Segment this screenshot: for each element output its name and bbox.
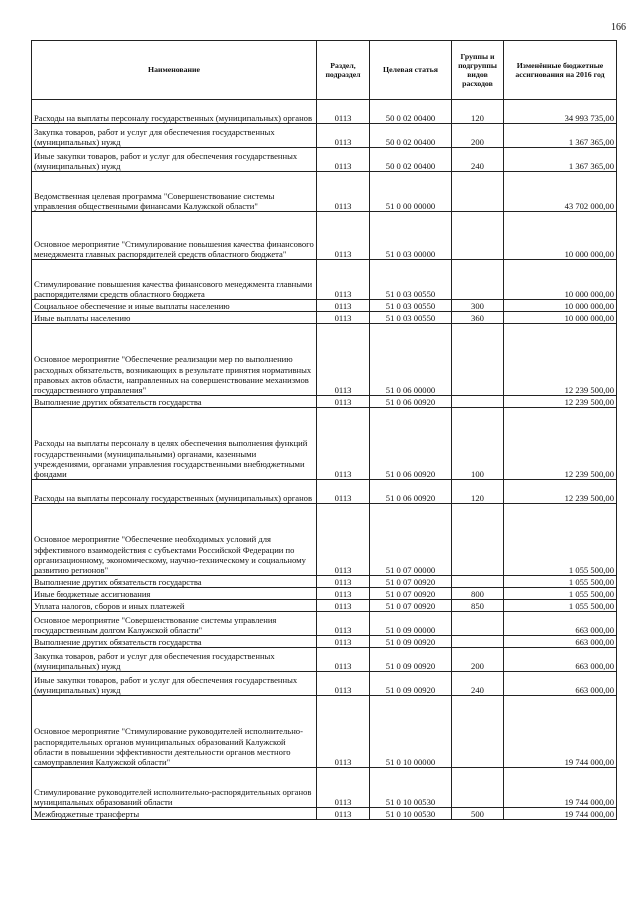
row-section: 0113 — [317, 576, 370, 588]
table-row — [32, 576, 617, 588]
row-section: 0113 — [317, 480, 370, 504]
row-name: Основное мероприятие "Стимулирование повышения качества финансового менеджмента главных распорядителей средств областного бюджета" — [32, 212, 317, 260]
row-section: 0113 — [317, 324, 370, 396]
table-row — [32, 396, 617, 408]
row-section: 0113 — [317, 636, 370, 648]
row-amount: 10 000 000,00 — [504, 312, 617, 324]
row-group — [452, 504, 504, 576]
table-body — [32, 100, 617, 820]
table-row — [32, 768, 617, 808]
table-row — [32, 808, 617, 820]
table-row — [32, 312, 617, 324]
page-number: 166 — [611, 22, 626, 33]
table-row — [32, 504, 617, 576]
table-row — [32, 648, 617, 672]
row-group — [452, 396, 504, 408]
row-group: 360 — [452, 312, 504, 324]
row-group: 120 — [452, 480, 504, 504]
row-target: 51 0 07 00920 — [370, 600, 452, 612]
table-row — [32, 672, 617, 696]
row-group — [452, 212, 504, 260]
header-section: Раздел, подраздел — [317, 41, 370, 100]
header-amount: Изменённые бюджетные ассигнования на 2016 год — [504, 41, 617, 100]
row-target: 51 0 06 00920 — [370, 480, 452, 504]
table-row — [32, 600, 617, 612]
row-name: Выполнение других обязательств государства — [32, 396, 317, 408]
header-name: Наименование — [32, 41, 317, 100]
header-group: Группы и подгруппы видов расходов — [452, 41, 504, 100]
row-target: 51 0 10 00530 — [370, 808, 452, 820]
row-section: 0113 — [317, 588, 370, 600]
table-row — [32, 172, 617, 212]
row-section: 0113 — [317, 408, 370, 480]
row-amount: 1 367 365,00 — [504, 148, 617, 172]
row-target: 51 0 07 00920 — [370, 576, 452, 588]
row-target: 51 0 06 00920 — [370, 408, 452, 480]
row-name: Расходы на выплаты персоналу государственных (муниципальных) органов — [32, 100, 317, 124]
row-name: Межбюджетные трансферты — [32, 808, 317, 820]
row-target: 51 0 10 00000 — [370, 696, 452, 768]
row-name: Стимулирование руководителей исполнительно-распорядительных органов муниципальных образований области — [32, 768, 317, 808]
row-group: 500 — [452, 808, 504, 820]
row-section: 0113 — [317, 148, 370, 172]
row-group: 300 — [452, 300, 504, 312]
row-target: 51 0 06 00920 — [370, 396, 452, 408]
row-section: 0113 — [317, 312, 370, 324]
table-row — [32, 260, 617, 300]
row-name: Стимулирование повышения качества финансового менеджмента главными распорядителями средств областного бюджета — [32, 260, 317, 300]
row-amount: 1 055 500,00 — [504, 588, 617, 600]
row-target: 51 0 07 00920 — [370, 588, 452, 600]
table-row — [32, 408, 617, 480]
row-target: 51 0 09 00920 — [370, 636, 452, 648]
row-group: 100 — [452, 408, 504, 480]
row-group — [452, 636, 504, 648]
row-group: 200 — [452, 648, 504, 672]
row-target: 50 0 02 00400 — [370, 100, 452, 124]
row-section: 0113 — [317, 696, 370, 768]
table-row — [32, 480, 617, 504]
row-name: Иные закупки товаров, работ и услуг для обеспечения государственных (муниципальных) нужд — [32, 148, 317, 172]
row-target: 51 0 06 00000 — [370, 324, 452, 396]
row-amount: 19 744 000,00 — [504, 696, 617, 768]
row-section: 0113 — [317, 808, 370, 820]
row-group — [452, 576, 504, 588]
row-amount: 1 055 500,00 — [504, 600, 617, 612]
row-amount: 1 055 500,00 — [504, 504, 617, 576]
table-row — [32, 124, 617, 148]
row-name: Выполнение других обязательств государства — [32, 576, 317, 588]
row-group: 200 — [452, 124, 504, 148]
row-name: Закупка товаров, работ и услуг для обеспечения государственных (муниципальных) нужд — [32, 648, 317, 672]
row-name: Иные закупки товаров, работ и услуг для обеспечения государственных (муниципальных) нужд — [32, 672, 317, 696]
row-amount: 12 239 500,00 — [504, 396, 617, 408]
row-section: 0113 — [317, 300, 370, 312]
row-target: 51 0 09 00920 — [370, 672, 452, 696]
budget-table — [31, 40, 617, 820]
row-target: 51 0 09 00000 — [370, 612, 452, 636]
table-row — [32, 588, 617, 600]
row-name: Основное мероприятие "Обеспечение реализации мер по выполнению расходных обязательств, возникающих в результате принятия нормативных правовых актов области, направленных на совершенствование механизмов государственного управления" — [32, 324, 317, 396]
row-section: 0113 — [317, 100, 370, 124]
row-section: 0113 — [317, 504, 370, 576]
row-section: 0113 — [317, 172, 370, 212]
row-name: Основное мероприятие "Обеспечение необходимых условий для эффективного взаимодействия с субъектами Российской Федерации по организационному, экономическому, научно-техническому и социальному развитию регионов" — [32, 504, 317, 576]
row-name: Закупка товаров, работ и услуг для обеспечения государственных (муниципальных) нужд — [32, 124, 317, 148]
header-target: Целевая статья — [370, 41, 452, 100]
row-name: Уплата налогов, сборов и иных платежей — [32, 600, 317, 612]
row-amount: 34 993 735,00 — [504, 100, 617, 124]
row-group — [452, 768, 504, 808]
table-row — [32, 636, 617, 648]
row-amount: 663 000,00 — [504, 612, 617, 636]
table-row — [32, 100, 617, 124]
row-amount: 10 000 000,00 — [504, 260, 617, 300]
row-target: 51 0 07 00000 — [370, 504, 452, 576]
row-amount: 19 744 000,00 — [504, 768, 617, 808]
table-row — [32, 212, 617, 260]
row-amount: 10 000 000,00 — [504, 300, 617, 312]
row-group — [452, 612, 504, 636]
row-target: 50 0 02 00400 — [370, 124, 452, 148]
row-target: 51 0 09 00920 — [370, 648, 452, 672]
row-amount: 1 055 500,00 — [504, 576, 617, 588]
row-name: Расходы на выплаты персоналу государственных (муниципальных) органов — [32, 480, 317, 504]
row-target: 51 0 03 00550 — [370, 312, 452, 324]
table-row — [32, 324, 617, 396]
row-name: Выполнение других обязательств государства — [32, 636, 317, 648]
row-group: 240 — [452, 148, 504, 172]
row-name: Социальное обеспечение и иные выплаты населению — [32, 300, 317, 312]
row-section: 0113 — [317, 396, 370, 408]
row-name: Ведомственная целевая программа "Совершенствование системы управления общественными финансами Калужской области" — [32, 172, 317, 212]
row-name: Расходы на выплаты персоналу в целях обеспечения выполнения функций государственными (муниципальными) органами, казенными учреждениями, органами управления государственными внебюджетными фондами — [32, 408, 317, 480]
row-target: 51 0 00 00000 — [370, 172, 452, 212]
row-amount: 43 702 000,00 — [504, 172, 617, 212]
row-amount: 10 000 000,00 — [504, 212, 617, 260]
table-row — [32, 148, 617, 172]
row-name: Основное мероприятие "Стимулирование руководителей исполнительно-распорядительных органов муниципальных образований Калужской области в повышении эффективности деятельности органов местного самоуправления Калужской области" — [32, 696, 317, 768]
row-section: 0113 — [317, 768, 370, 808]
row-amount: 12 239 500,00 — [504, 324, 617, 396]
row-name: Основное мероприятие "Совершенствование системы управления государственным долгом Калужской области" — [32, 612, 317, 636]
row-section: 0113 — [317, 672, 370, 696]
row-section: 0113 — [317, 212, 370, 260]
row-section: 0113 — [317, 124, 370, 148]
row-section: 0113 — [317, 612, 370, 636]
table-row — [32, 612, 617, 636]
table-row — [32, 300, 617, 312]
row-group — [452, 172, 504, 212]
row-group: 240 — [452, 672, 504, 696]
row-amount: 12 239 500,00 — [504, 408, 617, 480]
row-group: 800 — [452, 588, 504, 600]
row-section: 0113 — [317, 260, 370, 300]
row-name: Иные бюджетные ассигнования — [32, 588, 317, 600]
row-group: 120 — [452, 100, 504, 124]
table-header-row — [32, 41, 617, 100]
row-group — [452, 260, 504, 300]
row-group — [452, 696, 504, 768]
row-target: 51 0 10 00530 — [370, 768, 452, 808]
row-amount: 663 000,00 — [504, 636, 617, 648]
row-group: 850 — [452, 600, 504, 612]
row-section: 0113 — [317, 648, 370, 672]
row-amount: 663 000,00 — [504, 648, 617, 672]
row-target: 51 0 03 00550 — [370, 260, 452, 300]
row-target: 51 0 03 00000 — [370, 212, 452, 260]
row-section: 0113 — [317, 600, 370, 612]
row-target: 50 0 02 00400 — [370, 148, 452, 172]
row-amount: 12 239 500,00 — [504, 480, 617, 504]
row-group — [452, 324, 504, 396]
row-target: 51 0 03 00550 — [370, 300, 452, 312]
row-name: Иные выплаты населению — [32, 312, 317, 324]
table-row — [32, 696, 617, 768]
row-amount: 663 000,00 — [504, 672, 617, 696]
row-amount: 19 744 000,00 — [504, 808, 617, 820]
row-amount: 1 367 365,00 — [504, 124, 617, 148]
